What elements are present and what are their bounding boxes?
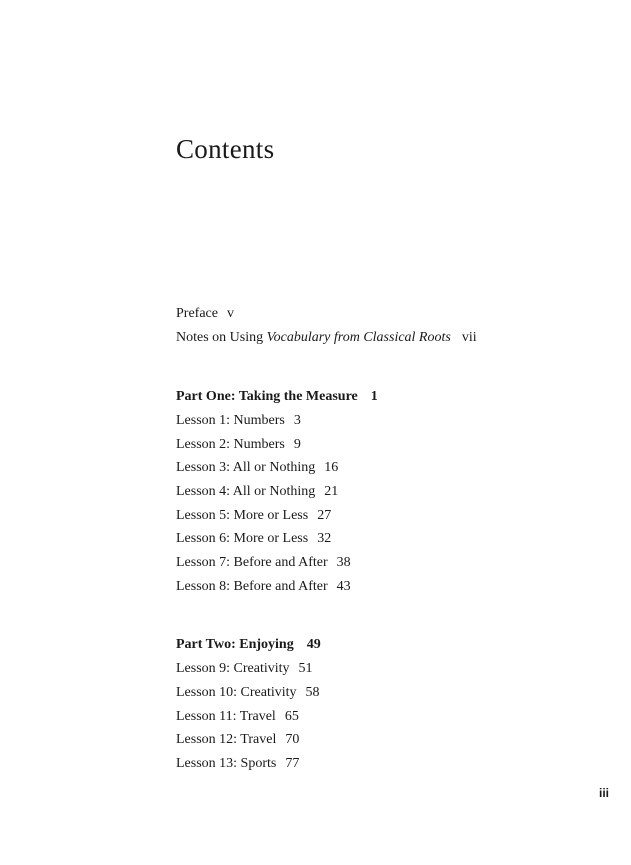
toc-part-label: Part One: Taking the Measure <box>176 389 358 404</box>
toc-lesson-entry <box>176 733 299 747</box>
toc-lesson-entry <box>176 532 331 546</box>
toc-lesson-entry <box>176 580 351 594</box>
toc-lesson-entry <box>176 757 299 771</box>
toc-lesson-page: 51 <box>298 661 313 676</box>
toc-lesson-label: Lesson 6: More or Less <box>176 531 309 546</box>
toc-lesson-page: 38 <box>336 555 351 570</box>
toc-lesson-label: Lesson 5: More or Less <box>176 508 309 523</box>
toc-entry-book-title: Vocabulary from Classical Roots <box>266 330 451 345</box>
toc-entry-label: Preface <box>176 306 218 321</box>
toc-lesson-label: Lesson 10: Creativity <box>176 685 297 700</box>
toc-entry-preface <box>176 307 234 321</box>
toc-lesson-entry <box>176 556 351 570</box>
toc-lesson-page: 32 <box>317 531 332 546</box>
toc-lesson-label: Lesson 7: Before and After <box>176 555 328 570</box>
toc-entry-label-prefix: Notes on Using <box>176 330 267 345</box>
toc-lesson-page: 9 <box>293 437 301 452</box>
page-title: Contents <box>176 134 275 164</box>
toc-lesson-entry <box>176 710 299 724</box>
toc-lesson-label: Lesson 3: All or Nothing <box>176 460 316 475</box>
toc-lesson-label: Lesson 9: Creativity <box>176 661 290 676</box>
toc-lesson-page: 21 <box>324 484 339 499</box>
toc-lesson-page: 16 <box>324 460 339 475</box>
toc-lesson-page: 58 <box>305 685 320 700</box>
toc-lesson-label: Lesson 11: Travel <box>176 709 276 724</box>
toc-lesson-page: 43 <box>336 579 351 594</box>
toc-lesson-label: Lesson 1: Numbers <box>176 413 285 428</box>
toc-lesson-label: Lesson 2: Numbers <box>176 437 285 452</box>
toc-lesson-entry <box>176 438 301 452</box>
toc-part-page: 1 <box>370 389 378 404</box>
toc-lesson-entry <box>176 461 338 475</box>
toc-lesson-label: Lesson 12: Travel <box>176 732 277 747</box>
toc-part-page: 49 <box>306 637 321 652</box>
toc-part-heading-one <box>176 390 378 404</box>
toc-lesson-entry <box>176 686 320 700</box>
toc-lesson-entry <box>176 414 301 428</box>
toc-lesson-entry <box>176 509 331 523</box>
toc-lesson-page: 27 <box>317 508 332 523</box>
toc-part-heading-two <box>176 638 321 652</box>
toc-lesson-entry <box>176 662 313 676</box>
toc-lesson-page: 65 <box>284 709 299 724</box>
toc-part-label: Part Two: Enjoying <box>176 637 294 652</box>
toc-lesson-page: 70 <box>285 732 300 747</box>
page-number: iii <box>599 786 610 800</box>
toc-entry-page: vii <box>461 330 477 345</box>
toc-lesson-label: Lesson 8: Before and After <box>176 579 328 594</box>
toc-lesson-label: Lesson 4: All or Nothing <box>176 484 316 499</box>
toc-entry-notes <box>176 331 477 345</box>
toc-entry-page: v <box>226 306 234 321</box>
toc-lesson-label: Lesson 13: Sports <box>176 756 277 771</box>
toc-lesson-entry <box>176 485 338 499</box>
toc-lesson-page: 3 <box>293 413 301 428</box>
toc-lesson-page: 77 <box>285 756 300 771</box>
